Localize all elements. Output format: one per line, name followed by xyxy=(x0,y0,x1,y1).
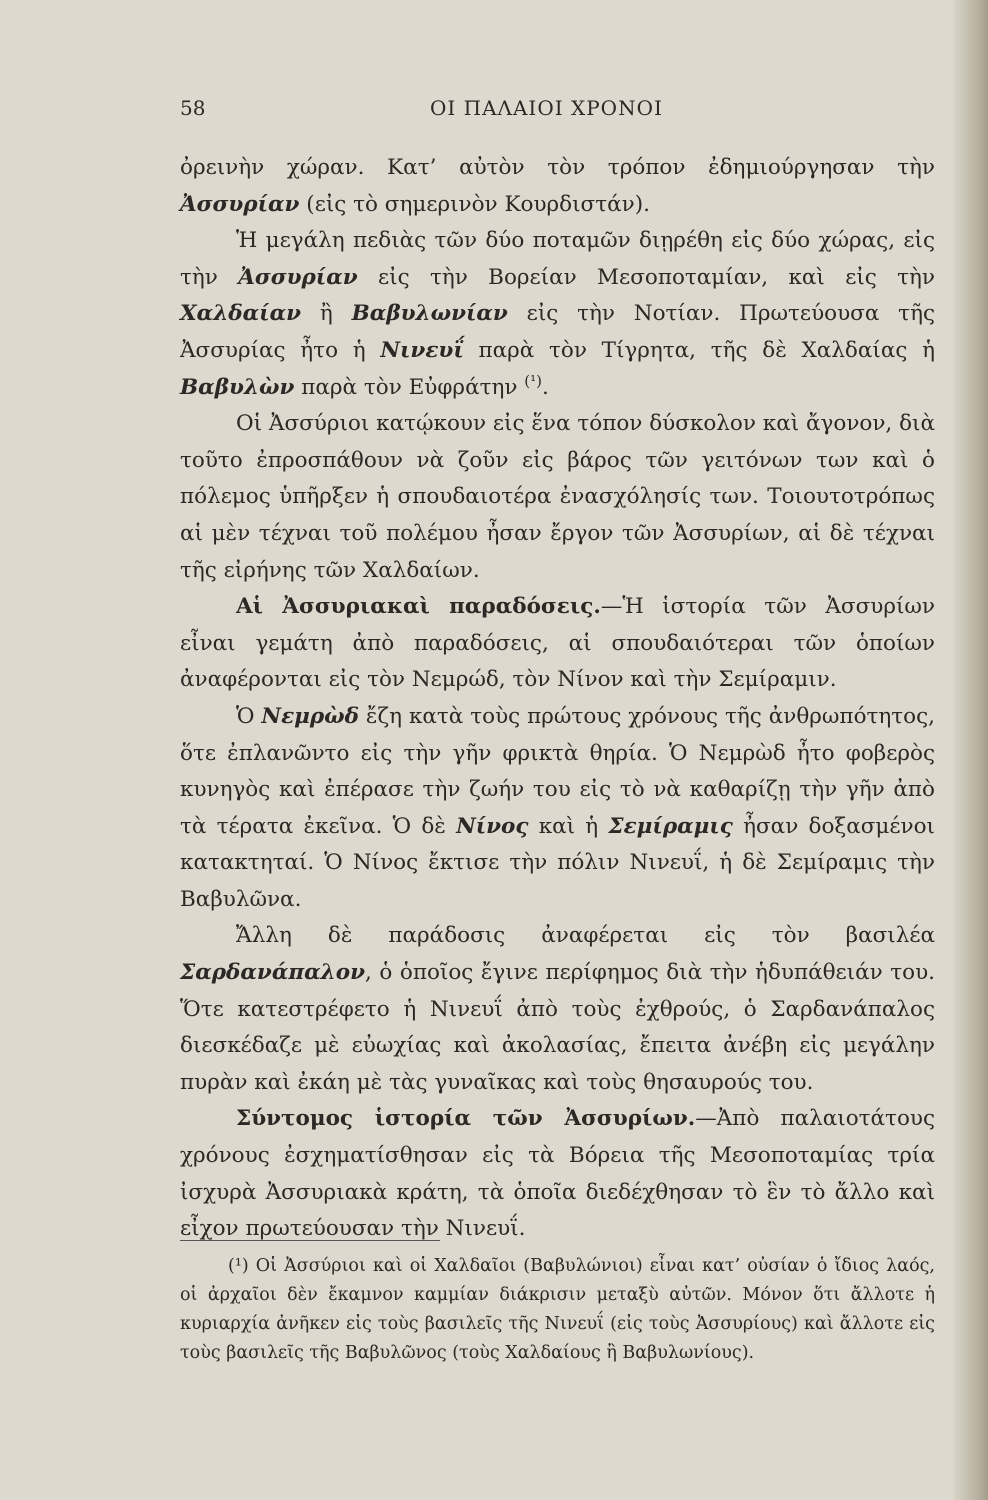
text-run: Ὁ xyxy=(236,703,262,729)
paragraph-3: Οἱ Ἀσσύριοι κατῴκουν εἰς ἕνα τόπον δύσκολον καὶ ἄγονον, διὰ τοῦτο ἐπροσπάθουν νὰ ζοῦν εἰς βάρος τῶν γειτόνων των καὶ ὁ πόλεμος ὑπῆρξεν ἡ σπουδαιοτέρα ἐνασχόλησίς των. Τοιουτοτρόπως αἱ μὲν τέχναι τοῦ πολέμου ἦσαν ἔργον τῶν Ἀσσυρίων, αἱ δὲ τέχναι τῆς εἰρήνης τῶν Χαλδαίων. xyxy=(180,411,935,583)
paragraph-5 xyxy=(180,699,935,919)
footnote-text: (¹) Οἱ Ἀσσύριοι καὶ οἱ Χαλδαῖοι (Βαβυλώνιοι) εἶναι κατ’ οὐσίαν ὁ ἴδιος λαός, οἱ ἀρχαῖοι δὲν ἔκαμνον καμμίαν διάκρισιν μεταξὺ αὐτῶν. Μόνον ὅτι ἄλλοτε ἡ κυριαρχία ἀνῆκεν εἰς τοὺς βασιλεῖς τῆς Νινευΐ (εἰς τοὺς Ἀσσυρίους) καὶ ἄλλοτε εἰς τοὺς βασιλεῖς τῆς Βαβυλῶνος (τοὺς Χαλδαίους ἢ Βαβυλωνίους). xyxy=(180,1256,935,1363)
text-run: , ὁ ὁποῖος ἔγινε περίφημος διὰ τὴν ἡδυπάθειάν του. Ὅτε κατεστρέφετο ἡ Νινευΐ ἀπὸ τοὺς ἐχθρούς, ὁ Σαρδανάπαλος διεσκέδαζε μὲ εὐωχίας καὶ ἀκολασίας, ἔπειτα ἀνέβη εἰς μεγάλην πυρὰν καὶ ἐκάη μὲ τὰς γυναῖκας καὶ τοὺς θησαυρούς του. xyxy=(180,960,935,1095)
paragraph-2 xyxy=(180,223,935,406)
page-header xyxy=(0,96,988,126)
section-heading-traditions: Αἱ Ἀσσυριακαὶ παραδόσεις. xyxy=(236,594,601,620)
body-text xyxy=(180,150,935,1248)
term-sardanapalus: Σαρδανάπαλον xyxy=(180,960,366,986)
term-ninus: Νίνος xyxy=(456,813,529,839)
term-semiramis: Σεμίραμις xyxy=(608,813,733,839)
term-nimrod: Νεμρὼδ xyxy=(261,703,359,729)
paragraph-4 xyxy=(180,589,935,699)
text-run: Ἄλλη δὲ παράδοσις ἀναφέρεται εἰς τὸν βασιλέα xyxy=(236,923,935,949)
term-babylonia: Βαβυλωνίαν xyxy=(351,301,508,327)
footnote-divider xyxy=(180,1240,440,1241)
text-run: εἰς τὴν Βορείαν Μεσοποταμίαν, καὶ εἰς τὴν xyxy=(357,264,936,290)
text-run: παρὰ τὸν Τίγρητα, τῆς δὲ Χαλδαίας ἡ xyxy=(463,337,935,363)
term-assyria: Ἀσσυρίαν xyxy=(180,191,300,217)
section-heading-history: Σύντομος ἱστορία τῶν Ἀσσυρίων. xyxy=(236,1106,696,1132)
footnote xyxy=(180,1252,935,1368)
text-run: παρὰ τὸν Εὐφράτην xyxy=(294,374,525,400)
term-babylon: Βαβυλὼν xyxy=(180,374,295,400)
text-run: ἦσαν δοξασμένοι κατακτηταί. Ὁ Νίνος ἔκτισε τὴν πόλιν Νινευΐ, ἡ δὲ Σεμίραμις τὴν Βαβυλῶνα. xyxy=(180,813,935,912)
text-run: ἔζη κατὰ τοὺς πρώτους χρόνους τῆς ἀνθρωπότητος, ὅτε ἐπλανῶντο εἰς τὴν γῆν φρικτὰ θηρία. Ὁ Νεμρὼδ ἦτο φοβερὸς κυνηγὸς καὶ ἐπέρασε τὴν ζωήν του εἰς τὸ νὰ καθαρίζῃ τὴν γῆν ἀπὸ τὰ τέρατα ἐκεῖνα. Ὁ δὲ xyxy=(180,703,936,839)
text-run: . xyxy=(542,374,549,400)
text-run: εἰς τὴν Νοτίαν. Πρωτεύουσα τῆς Ἀσσυρίας ἦτο ἡ xyxy=(180,301,935,363)
text-run: (εἰς τὸ σημερινὸν Κουρδιστάν). xyxy=(299,191,650,217)
text-run: Ἡ μεγάλη πεδιὰς τῶν δύο ποταμῶν διῃρέθη εἰς δύο χώρας, εἰς τὴν xyxy=(180,228,935,290)
text-run: ἢ xyxy=(301,301,352,327)
paragraph-7 xyxy=(180,1101,935,1247)
paragraph-6 xyxy=(180,918,935,1101)
term-nineveh: Νινευΐ xyxy=(380,337,464,363)
text-run: —Ἀπὸ παλαιοτάτους χρόνους ἐσχηματίσθησαν εἰς τὰ Βόρεια τῆς Μεσοποταμίας τρία ἰσχυρὰ Ἀσσυριακὰ κράτη, τὰ ὁποῖα διεδέχθησαν τὸ ἓν τὸ ἄλλο καὶ εἶχον πρωτεύουσαν τὴν Νινευΐ. xyxy=(180,1106,936,1242)
text-run: ὀρεινὴν χώραν. Κατ’ αὐτὸν τὸν τρόπον ἐδημιούργησαν τὴν xyxy=(180,155,935,180)
book-spine-edge xyxy=(954,0,988,1500)
footnote-reference: (¹) xyxy=(524,371,542,390)
term-assyria: Ἀσσυρίαν xyxy=(238,264,358,290)
running-title: ΟΙ ΠΑΛΑΙΟΙ ΧΡΟΝΟΙ xyxy=(430,96,663,120)
page-number: 58 xyxy=(180,96,206,120)
term-chaldea: Χαλδαίαν xyxy=(180,301,302,327)
paragraph-1 xyxy=(180,150,935,223)
text-run: καὶ ἡ xyxy=(528,813,609,839)
text-run: —Ἡ ἱστορία τῶν Ἀσσυρίων εἶναι γεμάτη ἀπὸ παραδόσεις, αἱ σπουδαιότεραι τῶν ὁποίων ἀναφέρονται εἰς τὸν Νεμρώδ, τὸν Νίνον καὶ τὴν Σεμίραμιν. xyxy=(180,594,935,693)
